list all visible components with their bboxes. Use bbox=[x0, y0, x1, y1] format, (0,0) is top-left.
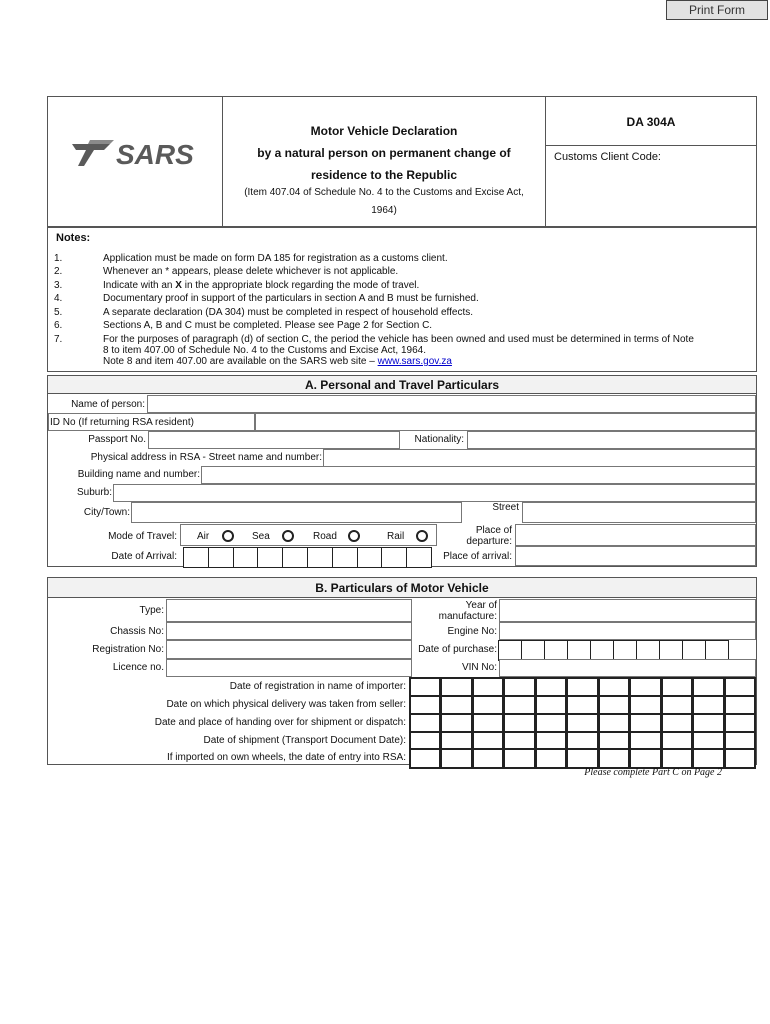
mode-air-radio[interactable] bbox=[222, 530, 234, 542]
divider bbox=[222, 96, 223, 227]
form-subtitle-1: by a natural person on permanent change of bbox=[257, 146, 511, 160]
note-number: 1. bbox=[54, 253, 63, 264]
chassis-field[interactable] bbox=[166, 622, 412, 640]
notes-heading: Notes: bbox=[56, 232, 91, 244]
street-label: Street bbox=[492, 502, 519, 513]
arrival-date-label: Date of Arrival: bbox=[111, 551, 177, 562]
date-digit-box[interactable] bbox=[613, 640, 637, 661]
note-text: Sections A, B and C must be completed. Please see Page 2 for Section C. bbox=[103, 320, 433, 331]
date-digit-box[interactable] bbox=[498, 640, 522, 661]
year-label-2: manufacture: bbox=[438, 611, 497, 622]
street-address-field[interactable] bbox=[323, 449, 756, 467]
date-row-label: If imported on own wheels, the date of entry into RSA: bbox=[166, 752, 406, 763]
mode-of-travel-label: Mode of Travel: bbox=[108, 531, 177, 542]
note-number: 3. bbox=[54, 280, 63, 291]
vin-field[interactable] bbox=[499, 659, 756, 677]
date-digit-box[interactable] bbox=[535, 748, 567, 769]
date-digit-box[interactable] bbox=[406, 547, 432, 568]
street-code-field[interactable] bbox=[522, 502, 756, 523]
section-a-title: A. Personal and Travel Particulars bbox=[48, 376, 756, 394]
nationality-label: Nationality: bbox=[414, 434, 464, 445]
date-digit-box[interactable] bbox=[567, 640, 591, 661]
registration-field[interactable] bbox=[166, 640, 412, 659]
mode-label-rail: Rail bbox=[387, 531, 405, 542]
date-digit-box[interactable] bbox=[503, 748, 535, 769]
date-digit-box[interactable] bbox=[357, 547, 383, 568]
mode-label-road: Road bbox=[313, 531, 337, 542]
date-digit-box[interactable] bbox=[521, 640, 545, 661]
type-field[interactable] bbox=[166, 599, 412, 622]
building-label: Building name and number: bbox=[77, 469, 200, 480]
note-number: 5. bbox=[54, 307, 63, 318]
mode-rail-radio[interactable] bbox=[416, 530, 428, 542]
date-digit-box[interactable] bbox=[332, 547, 358, 568]
note-text: Whenever an * appears, please delete whichever is not applicable. bbox=[103, 266, 399, 277]
footer-note: Please complete Part C on Page 2 bbox=[584, 767, 722, 778]
year-of-manufacture-field[interactable] bbox=[499, 599, 756, 622]
note-text: A separate declaration (DA 304) must be completed in respect of household effects. bbox=[103, 307, 474, 318]
customs-client-code-label: Customs Client Code: bbox=[554, 151, 661, 163]
date-digit-box[interactable] bbox=[282, 547, 308, 568]
date-digit-box[interactable] bbox=[409, 748, 441, 769]
section-b-title: B. Particulars of Motor Vehicle bbox=[48, 578, 756, 598]
entry-date-field[interactable] bbox=[409, 748, 755, 765]
licence-field[interactable] bbox=[166, 659, 412, 677]
date-digit-box[interactable] bbox=[692, 748, 724, 769]
delivery-date-field[interactable] bbox=[409, 695, 755, 713]
date-digit-box[interactable] bbox=[705, 640, 729, 661]
mode-label-sea: Sea bbox=[252, 531, 270, 542]
suburb-label: Suburb: bbox=[76, 487, 112, 498]
departure-label-2: departure: bbox=[466, 536, 512, 547]
mode-sea-radio[interactable] bbox=[282, 530, 294, 542]
note-text: For the purposes of paragraph (d) of section C, the period the vehicle has been owned and used must be determined in terms of Note bbox=[103, 334, 694, 345]
print-form-button[interactable]: Print Form bbox=[666, 0, 768, 20]
date-digit-box[interactable] bbox=[307, 547, 333, 568]
passport-field[interactable] bbox=[148, 431, 400, 449]
id-label-cell bbox=[48, 413, 255, 431]
registration-date-field[interactable] bbox=[409, 677, 755, 695]
date-digit-box[interactable] bbox=[472, 748, 504, 769]
date-digit-box[interactable] bbox=[233, 547, 259, 568]
licence-label: Licence no. bbox=[112, 662, 164, 673]
departure-label-1: Place of bbox=[475, 525, 512, 536]
nationality-field[interactable] bbox=[467, 431, 756, 449]
divider bbox=[545, 145, 757, 146]
item-reference-2: 1964) bbox=[371, 205, 397, 216]
engine-field[interactable] bbox=[499, 622, 756, 640]
chassis-label: Chassis No: bbox=[110, 626, 164, 637]
date-digit-box[interactable] bbox=[629, 748, 661, 769]
place-of-arrival-field[interactable] bbox=[515, 546, 756, 566]
id-label: ID No (If returning RSA resident) bbox=[50, 417, 194, 428]
date-digit-box[interactable] bbox=[208, 547, 234, 568]
date-row-label: Date of registration in name of importer: bbox=[229, 681, 406, 692]
sars-logo bbox=[70, 136, 200, 170]
name-field[interactable] bbox=[147, 395, 756, 413]
item-reference-1: (Item 407.04 of Schedule No. 4 to the Customs and Excise Act, bbox=[244, 187, 524, 198]
city-field[interactable] bbox=[131, 502, 462, 523]
note-text: Note 8 and item 407.00 are available on the SARS web site – www.sars.gov.za bbox=[103, 356, 452, 367]
sars-logo-mark bbox=[70, 136, 200, 170]
date-digit-box[interactable] bbox=[440, 748, 472, 769]
date-digit-box[interactable] bbox=[381, 547, 407, 568]
note-text: Documentary proof in support of the particulars in section A and B must be furnished. bbox=[103, 293, 479, 304]
note-text: Application must be made on form DA 185 for registration as a customs client. bbox=[103, 253, 448, 264]
date-row-label: Date on which physical delivery was taken from seller: bbox=[166, 699, 406, 710]
city-label: City/Town: bbox=[83, 507, 130, 518]
svg-text:SARS: SARS bbox=[116, 139, 194, 170]
suburb-field[interactable] bbox=[113, 484, 756, 502]
registration-label: Registration No: bbox=[92, 644, 164, 655]
mode-road-radio[interactable] bbox=[348, 530, 360, 542]
arrival-date-field[interactable] bbox=[183, 547, 431, 566]
name-label: Name of person: bbox=[71, 399, 145, 410]
mode-label-air: Air bbox=[197, 531, 210, 542]
date-row-label: Date of shipment (Transport Document Date): bbox=[203, 735, 406, 746]
form-title: Motor Vehicle Declaration bbox=[310, 124, 458, 138]
customs-client-code-field[interactable] bbox=[547, 168, 756, 226]
date-digit-box[interactable] bbox=[682, 640, 706, 661]
engine-label: Engine No: bbox=[447, 626, 497, 637]
vin-label: VIN No: bbox=[461, 662, 497, 673]
date-digit-box[interactable] bbox=[659, 640, 683, 661]
date-row-label: Date and place of handing over for shipment or dispatch: bbox=[154, 717, 406, 728]
date-digit-box[interactable] bbox=[636, 640, 660, 661]
date-digit-box[interactable] bbox=[661, 748, 693, 769]
place-of-departure-field[interactable] bbox=[515, 524, 756, 546]
sars-website-link[interactable]: www.sars.gov.za bbox=[377, 356, 452, 367]
note-number: 4. bbox=[54, 293, 63, 304]
shipment-date-field[interactable] bbox=[409, 731, 755, 749]
purchase-label: Date of purchase: bbox=[418, 644, 497, 655]
date-digit-box[interactable] bbox=[566, 748, 598, 769]
id-number-field[interactable] bbox=[255, 413, 756, 431]
date-digit-box[interactable] bbox=[724, 748, 756, 769]
year-label-1: Year of bbox=[465, 600, 497, 611]
note-text: 8 to item 407.00 of Schedule No. 4 to the Customs and Excise Act, 1964. bbox=[103, 345, 426, 356]
note-text: Indicate with an X in the appropriate block regarding the mode of travel. bbox=[103, 280, 420, 291]
date-digit-box[interactable] bbox=[590, 640, 614, 661]
date-digit-box[interactable] bbox=[598, 748, 630, 769]
arrival-place-label: Place of arrival: bbox=[443, 551, 512, 562]
passport-label: Passport No. bbox=[88, 434, 146, 445]
address-label: Physical address in RSA - Street name and number: bbox=[90, 452, 322, 463]
note-number: 6. bbox=[54, 320, 63, 331]
form-code: DA 304A bbox=[626, 115, 676, 129]
type-label: Type: bbox=[139, 605, 164, 616]
note-number: 2. bbox=[54, 266, 63, 277]
purchase-date-field[interactable] bbox=[498, 640, 728, 659]
date-digit-box[interactable] bbox=[257, 547, 283, 568]
date-digit-box[interactable] bbox=[183, 547, 209, 568]
handover-date-field[interactable] bbox=[409, 713, 755, 731]
building-field[interactable] bbox=[201, 466, 756, 484]
form-subtitle-2: residence to the Republic bbox=[310, 168, 458, 182]
note-number: 7. bbox=[54, 334, 63, 345]
date-digit-box[interactable] bbox=[544, 640, 568, 661]
